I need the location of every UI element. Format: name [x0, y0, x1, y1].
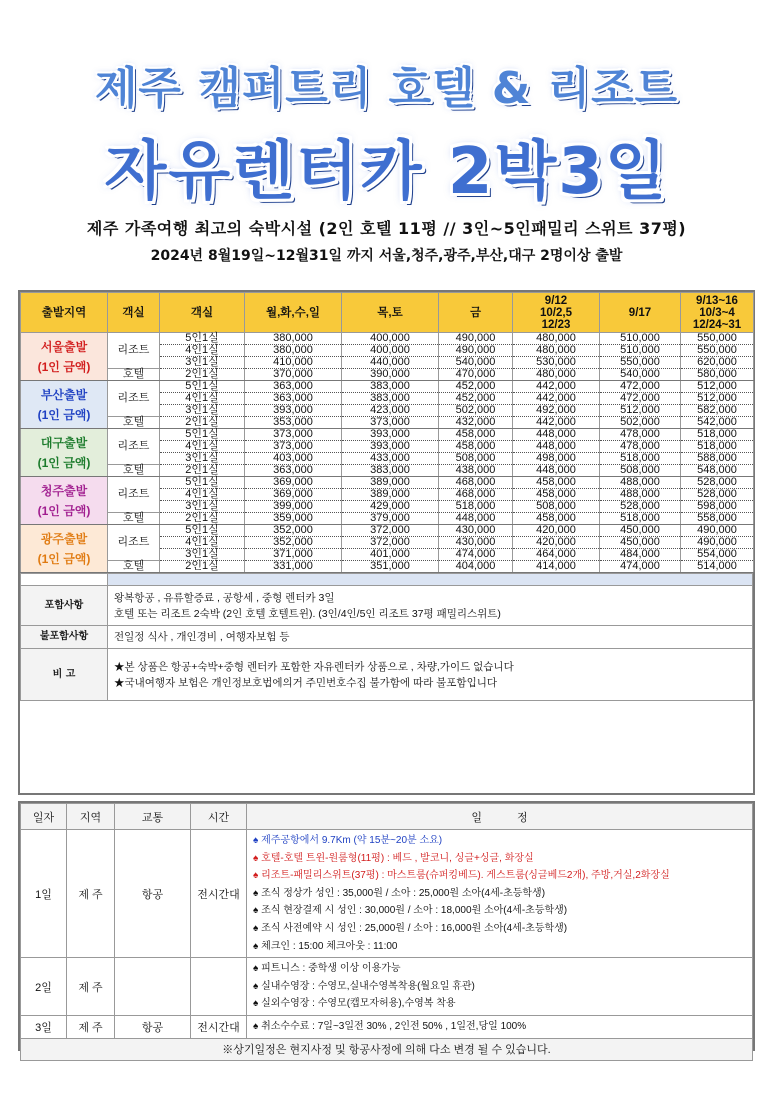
- price-row: [21, 525, 754, 537]
- occupancy-cell: 4인1실: [160, 441, 245, 453]
- price-cell: 542,000: [681, 417, 754, 429]
- room-type-cell: 호텔: [108, 561, 160, 573]
- occupancy-cell: 5인1실: [160, 477, 245, 489]
- price-cell: 373,000: [245, 441, 342, 453]
- price-cell: 372,000: [342, 537, 439, 549]
- transport-cell: [115, 958, 191, 1016]
- time-cell: [191, 958, 247, 1016]
- schedule-header-row: [21, 804, 753, 830]
- room-type-cell: 호텔: [108, 465, 160, 477]
- schedule-box: [18, 801, 755, 1057]
- price-cell: 430,000: [439, 525, 513, 537]
- price-cell: 528,000: [681, 489, 754, 501]
- occupancy-cell: 2인1실: [160, 561, 245, 573]
- room-type-cell: 호텔: [108, 417, 160, 429]
- price-cell: 512,000: [681, 393, 754, 405]
- price-cell: 450,000: [600, 537, 681, 549]
- time-cell: 전시간대: [191, 1015, 247, 1038]
- itinerary-item: ♠ 조식 현장결제 시 성인 : 30,000원 / 소아 : 18,000원 소아(4세-초등학생): [253, 905, 568, 917]
- price-cell: 558,000: [681, 513, 754, 525]
- price-cell: 373,000: [245, 429, 342, 441]
- room-type-cell: 리조트: [108, 525, 160, 561]
- price-cell: 414,000: [513, 561, 600, 573]
- spacer-cell: [108, 574, 753, 586]
- price-cell: 442,000: [513, 417, 600, 429]
- price-cell: 512,000: [600, 405, 681, 417]
- schedule-footnote: ※상기일정은 현지사정 및 항공사정에 의해 다소 변경 될 수 있습니다.: [21, 1038, 753, 1060]
- price-cell: 393,000: [245, 405, 342, 417]
- price-cell: 484,000: [600, 549, 681, 561]
- price-cell: 518,000: [600, 513, 681, 525]
- price-cell: 442,000: [513, 381, 600, 393]
- price-cell: 620,000: [681, 357, 754, 369]
- price-cell: 508,000: [600, 465, 681, 477]
- price-cell: 458,000: [439, 429, 513, 441]
- occupancy-cell: 2인1실: [160, 417, 245, 429]
- price-cell: 359,000: [245, 513, 342, 525]
- occupancy-cell: 4인1실: [160, 489, 245, 501]
- itinerary-item: ♠ 체크인 : 15:00 체크아웃 : 11:00: [253, 940, 398, 952]
- price-cell: 588,000: [681, 453, 754, 465]
- price-cell: 383,000: [342, 465, 439, 477]
- occupancy-cell: 5인1실: [160, 381, 245, 393]
- time-cell: 전시간대: [191, 830, 247, 958]
- region-sub: (1인 금액): [37, 503, 91, 518]
- price-cell: 580,000: [681, 369, 754, 381]
- price-cell: 458,000: [513, 477, 600, 489]
- price-cell: 470,000: [439, 369, 513, 381]
- itinerary-cell: [247, 958, 753, 1016]
- occupancy-cell: 3인1실: [160, 453, 245, 465]
- itinerary-item: ♠ 피트니스 : 중학생 이상 이용가능: [253, 963, 401, 975]
- price-cell: 518,000: [439, 501, 513, 513]
- room-type-cell: 호텔: [108, 513, 160, 525]
- itinerary-cell: [247, 1015, 753, 1038]
- price-header-cell: 금: [439, 293, 513, 333]
- title-line-1: 제주 캠퍼트리 호텔 & 리조트: [94, 63, 679, 114]
- price-cell: 363,000: [245, 393, 342, 405]
- price-cell: 492,000: [513, 405, 600, 417]
- transport-cell: 항공: [115, 830, 191, 958]
- price-cell: 379,000: [342, 513, 439, 525]
- price-row: [21, 465, 754, 477]
- price-cell: 400,000: [342, 333, 439, 345]
- price-cell: 429,000: [342, 501, 439, 513]
- occupancy-cell: 3인1실: [160, 549, 245, 561]
- price-cell: 390,000: [342, 369, 439, 381]
- occupancy-cell: 3인1실: [160, 501, 245, 513]
- price-cell: 510,000: [600, 333, 681, 345]
- price-cell: 432,000: [439, 417, 513, 429]
- itinerary-item: ♠ 조식 정상가 성인 : 35,000원 / 소아 : 25,000원 소아(4세-초등학생): [253, 887, 546, 899]
- included-line-2: 호텔 또는 리조트 2숙박 (2인 호텔 호텔트윈). (3인/4인/5인 리조트 37평 패밀리스위트): [114, 607, 501, 620]
- schedule-row-day1: [21, 830, 753, 958]
- region-cell: 제 주: [67, 958, 115, 1016]
- price-cell: 490,000: [439, 345, 513, 357]
- price-cell: 440,000: [342, 357, 439, 369]
- price-cell: 383,000: [342, 393, 439, 405]
- price-cell: 433,000: [342, 453, 439, 465]
- price-cell: 498,000: [513, 453, 600, 465]
- price-cell: 528,000: [600, 501, 681, 513]
- subtitle-1: 제주 가족여행 최고의 숙박시설 (2인 호텔 11평 // 3인~5인패밀리 스위트 37평): [86, 219, 687, 238]
- price-cell: 458,000: [439, 441, 513, 453]
- header-time: 시간: [191, 804, 247, 830]
- room-type-cell: 리조트: [108, 381, 160, 417]
- day-cell: 1일: [21, 830, 67, 958]
- price-row: [21, 561, 754, 573]
- room-type-cell: 리조트: [108, 333, 160, 369]
- remark-text: [108, 649, 753, 701]
- price-cell: 508,000: [439, 453, 513, 465]
- occupancy-cell: 3인1실: [160, 357, 245, 369]
- itinerary-item: ♠ 실외수영장 : 수영모(캡모자허용),수영복 착용: [253, 998, 456, 1010]
- price-row: [21, 333, 754, 345]
- price-cell: 540,000: [600, 369, 681, 381]
- itinerary-item: ♠ 호텔-호텔 트윈-원룸형(11평) : 베드 , 발코니, 싱글+싱글, 화장실: [253, 852, 534, 864]
- price-cell: 508,000: [513, 501, 600, 513]
- day-cell: 2일: [21, 958, 67, 1016]
- price-cell: 472,000: [600, 393, 681, 405]
- occupancy-cell: 4인1실: [160, 393, 245, 405]
- remark-line-2: ★국내여행자 보험은 개인정보호법에의거 주민번호수집 불가함에 따라 불포함입니다: [114, 676, 498, 689]
- price-cell: 410,000: [245, 357, 342, 369]
- price-cell: 548,000: [681, 465, 754, 477]
- price-header-cell: 월,화,수,일: [245, 293, 342, 333]
- occupancy-cell: 2인1실: [160, 369, 245, 381]
- price-cell: 554,000: [681, 549, 754, 561]
- price-cell: 420,000: [513, 525, 600, 537]
- price-cell: 380,000: [245, 345, 342, 357]
- price-cell: 369,000: [245, 489, 342, 501]
- excluded-text: 전일정 식사 , 개인경비 , 여행자보험 등: [108, 626, 753, 649]
- region-cell: [21, 333, 108, 381]
- included-label: 포함사항: [21, 586, 108, 626]
- price-cell: 468,000: [439, 489, 513, 501]
- itinerary-item: ♠ 취소수수료 : 7일~3일전 30% , 2인전 50% , 1일전,당일 100%: [253, 1020, 527, 1032]
- price-row: [21, 381, 754, 393]
- price-cell: 464,000: [513, 549, 600, 561]
- price-cell: 450,000: [600, 525, 681, 537]
- price-cell: 458,000: [513, 513, 600, 525]
- price-cell: 480,000: [513, 345, 600, 357]
- region-sub: (1인 금액): [37, 407, 91, 422]
- price-cell: 480,000: [513, 369, 600, 381]
- title-line-2: 자유렌터카 2박3일: [104, 135, 669, 209]
- price-cell: 371,000: [245, 549, 342, 561]
- occupancy-cell: 4인1실: [160, 345, 245, 357]
- price-cell: 452,000: [439, 393, 513, 405]
- room-type-cell: 리조트: [108, 477, 160, 513]
- price-cell: 403,000: [245, 453, 342, 465]
- price-cell: 331,000: [245, 561, 342, 573]
- price-cell: 488,000: [600, 489, 681, 501]
- price-cell: 540,000: [439, 357, 513, 369]
- price-row: [21, 417, 754, 429]
- itinerary-item: ♠ 실내수영장 : 수영모,실내수영복착용(월요일 휴관): [253, 980, 475, 992]
- price-cell: 363,000: [245, 381, 342, 393]
- price-cell: 353,000: [245, 417, 342, 429]
- price-cell: 502,000: [439, 405, 513, 417]
- price-cell: 423,000: [342, 405, 439, 417]
- region-name: 서울출발: [40, 339, 88, 354]
- price-header-cell: 9/13~16 10/3~4 12/24~31: [681, 293, 754, 333]
- price-row: [21, 369, 754, 381]
- price-cell: 582,000: [681, 405, 754, 417]
- price-cell: 373,000: [342, 417, 439, 429]
- region-cell: 제 주: [67, 830, 115, 958]
- header-region: 지역: [67, 804, 115, 830]
- price-cell: 393,000: [342, 429, 439, 441]
- day-cell: 3일: [21, 1015, 67, 1038]
- price-cell: 420,000: [513, 537, 600, 549]
- itinerary-item: ♠ 리조트-패밀리스위트(37평) : 마스트룸(슈퍼킹베드). 게스트룸(싱글베드2개), 주방,거실,2화장실: [253, 870, 670, 882]
- price-cell: 448,000: [513, 441, 600, 453]
- price-cell: 430,000: [439, 537, 513, 549]
- price-cell: 383,000: [342, 381, 439, 393]
- price-box: [18, 290, 755, 795]
- occupancy-cell: 2인1실: [160, 465, 245, 477]
- price-cell: 472,000: [600, 381, 681, 393]
- price-cell: 468,000: [439, 477, 513, 489]
- region-name: 부산출발: [40, 387, 88, 402]
- subtitle-2: 2024년 8월19일~12월31일 까지 서울,청주,광주,부산,대구 2명이상 출발: [150, 248, 623, 264]
- price-cell: 372,000: [342, 525, 439, 537]
- region-sub: (1인 금액): [37, 455, 91, 470]
- header-transport: 교통: [115, 804, 191, 830]
- price-cell: 518,000: [681, 429, 754, 441]
- region-cell: 제 주: [67, 1015, 115, 1038]
- price-cell: 514,000: [681, 561, 754, 573]
- region-cell: [21, 381, 108, 429]
- price-cell: 478,000: [600, 429, 681, 441]
- price-cell: 399,000: [245, 501, 342, 513]
- price-cell: 393,000: [342, 441, 439, 453]
- price-cell: 550,000: [600, 357, 681, 369]
- price-cell: 452,000: [439, 381, 513, 393]
- region-cell: [21, 429, 108, 477]
- price-header-cell: 목,토: [342, 293, 439, 333]
- price-cell: 550,000: [681, 333, 754, 345]
- price-cell: 351,000: [342, 561, 439, 573]
- price-cell: 352,000: [245, 525, 342, 537]
- price-cell: 370,000: [245, 369, 342, 381]
- price-row: [21, 513, 754, 525]
- price-row: [21, 429, 754, 441]
- itinerary-item: ♠ 제주공항에서 9.7Km (약 15분~20분 소요): [253, 835, 443, 846]
- price-cell: 474,000: [439, 549, 513, 561]
- price-cell: 598,000: [681, 501, 754, 513]
- price-cell: 369,000: [245, 477, 342, 489]
- price-cell: 352,000: [245, 537, 342, 549]
- price-cell: 490,000: [681, 537, 754, 549]
- price-header-cell: 출발지역: [21, 293, 108, 333]
- room-type-cell: 리조트: [108, 429, 160, 465]
- price-cell: 389,000: [342, 489, 439, 501]
- price-cell: 510,000: [600, 345, 681, 357]
- included-line-1: 왕복항공 , 유류할증료 , 공항세 , 중형 렌터카 3일: [114, 591, 335, 604]
- price-cell: 490,000: [439, 333, 513, 345]
- price-header-cell: 9/17: [600, 293, 681, 333]
- occupancy-cell: 5인1실: [160, 525, 245, 537]
- transport-cell: 항공: [115, 1015, 191, 1038]
- remark-line-1: ★본 상품은 항공+숙박+중형 렌터카 포함한 자유렌터카 상품으로 , 차량,가이드 없습니다: [114, 660, 514, 673]
- occupancy-cell: 3인1실: [160, 405, 245, 417]
- region-name: 청주출발: [40, 483, 88, 498]
- price-cell: 478,000: [600, 441, 681, 453]
- price-cell: 480,000: [513, 333, 600, 345]
- spacer-cell: [21, 574, 108, 586]
- occupancy-cell: 5인1실: [160, 429, 245, 441]
- price-cell: 363,000: [245, 465, 342, 477]
- price-cell: 389,000: [342, 477, 439, 489]
- price-header-row: [21, 293, 754, 333]
- price-cell: 530,000: [513, 357, 600, 369]
- price-cell: 448,000: [513, 429, 600, 441]
- price-cell: 474,000: [600, 561, 681, 573]
- excluded-label: 불포함사항: [21, 626, 108, 649]
- price-cell: 448,000: [439, 513, 513, 525]
- price-row: [21, 477, 754, 489]
- region-name: 광주출발: [40, 531, 88, 546]
- price-cell: 502,000: [600, 417, 681, 429]
- region-name: 대구출발: [40, 435, 88, 450]
- price-cell: 488,000: [600, 477, 681, 489]
- region-cell: [21, 477, 108, 525]
- price-cell: 380,000: [245, 333, 342, 345]
- price-cell: 458,000: [513, 489, 600, 501]
- occupancy-cell: 4인1실: [160, 537, 245, 549]
- included-text: [108, 586, 753, 626]
- region-sub: (1인 금액): [37, 551, 91, 566]
- price-cell: 490,000: [681, 525, 754, 537]
- info-table: [20, 573, 753, 701]
- price-cell: 518,000: [600, 453, 681, 465]
- itinerary-cell: [247, 830, 753, 958]
- price-header-cell: 9/12 10/2,5 12/23: [513, 293, 600, 333]
- price-cell: 448,000: [513, 465, 600, 477]
- itinerary-item: ♠ 조식 사전예약 시 성인 : 25,000원 / 소아 : 16,000원 소아(4세-초등학생): [253, 922, 568, 934]
- price-table: [20, 292, 754, 573]
- occupancy-cell: 5인1실: [160, 333, 245, 345]
- schedule-row-day2: [21, 958, 753, 1016]
- price-cell: 442,000: [513, 393, 600, 405]
- region-cell: [21, 525, 108, 573]
- remark-label: 비 고: [21, 649, 108, 701]
- price-cell: 518,000: [681, 441, 754, 453]
- schedule-table: [20, 803, 753, 1061]
- region-sub: (1인 금액): [37, 359, 91, 374]
- price-header-cell: 객실: [108, 293, 160, 333]
- header-day: 일자: [21, 804, 67, 830]
- price-cell: 528,000: [681, 477, 754, 489]
- header-itinerary: 일 정: [247, 804, 753, 830]
- price-cell: 400,000: [342, 345, 439, 357]
- price-cell: 512,000: [681, 381, 754, 393]
- price-cell: 438,000: [439, 465, 513, 477]
- schedule-row-day3: [21, 1015, 753, 1038]
- occupancy-cell: 2인1실: [160, 513, 245, 525]
- price-cell: 401,000: [342, 549, 439, 561]
- price-header-cell: 객실: [160, 293, 245, 333]
- price-cell: 550,000: [681, 345, 754, 357]
- room-type-cell: 호텔: [108, 369, 160, 381]
- price-cell: 404,000: [439, 561, 513, 573]
